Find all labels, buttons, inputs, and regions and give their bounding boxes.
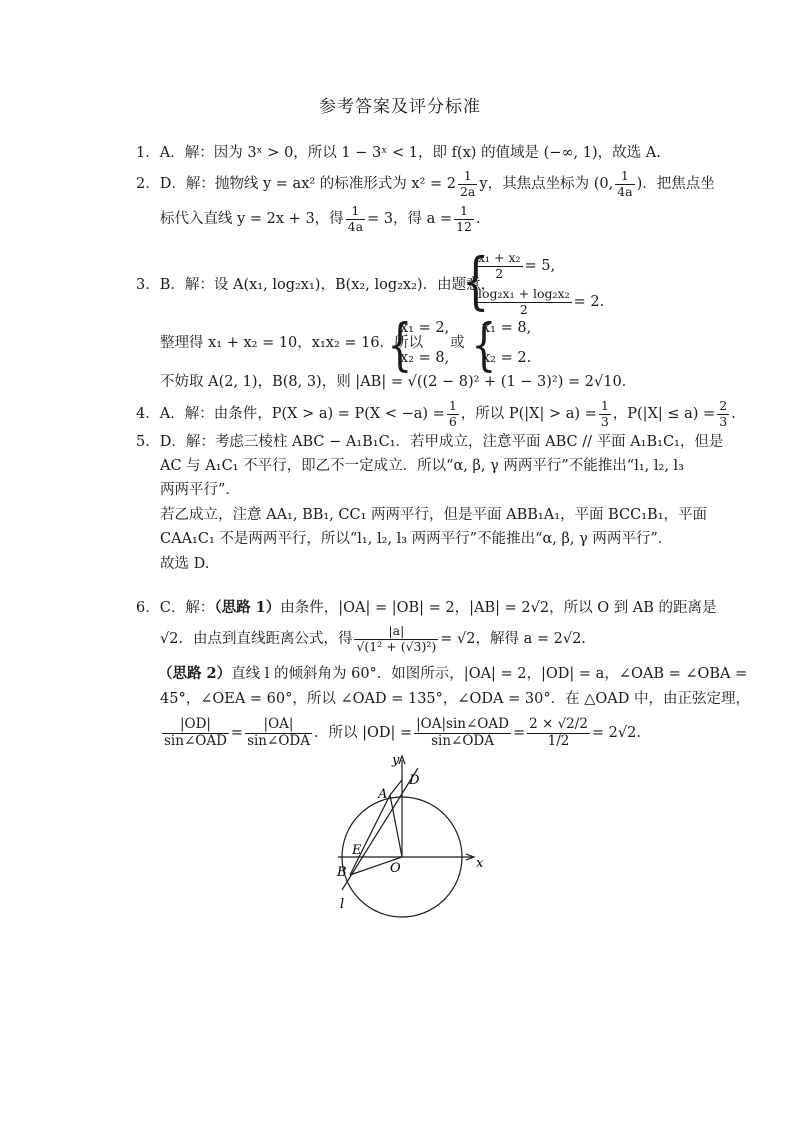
q3-number: 3． xyxy=(136,277,160,293)
q6-f1-num: |OD| xyxy=(162,718,229,734)
q6-answer: C． xyxy=(159,600,186,616)
q6-text-2a: √2．由点到直线距离公式，得 xyxy=(160,631,353,647)
q5-line2: AC 与 A₁C₁ 不平行，即乙不一定成立．所以“α, β, γ 两两平行”不能推出“l₁, l₂, l₃ xyxy=(160,458,684,474)
q6-dist-den: √(1² + (√3)²) xyxy=(356,638,437,654)
q6-sine-frac-4 xyxy=(527,718,590,748)
q6-distance-fraction xyxy=(354,625,438,653)
q6-f1-den: sin∠OAD xyxy=(164,732,227,749)
q6-text-5a: ．所以 |OD| = xyxy=(313,725,413,741)
q6-sine-frac-3 xyxy=(414,718,511,748)
q5-line5: CAA₁C₁ 不是两两平行，所以“l₁, l₂, l₃ 两两平行”不能推出“α, β, γ 两两平行”． xyxy=(160,531,673,547)
q2-answer: D． xyxy=(159,176,186,192)
q3-case2-brace: { xyxy=(471,313,497,378)
q5-solve: 解： xyxy=(185,434,215,450)
q4-solve: 解： xyxy=(184,406,214,422)
q2-text-b: y，其焦点坐标为 (0, xyxy=(479,176,614,192)
q3-solve: 解： xyxy=(184,277,214,293)
q2-text-e: = 3，得 a = xyxy=(367,211,453,227)
q6-text-1: 由条件，|OA| = |OB| = 2，|AB| = 2√2，所以 O 到 AB 的距离是 xyxy=(280,600,717,616)
q3-sys1-fraction xyxy=(476,252,523,280)
q6-sine-frac-1 xyxy=(162,718,229,748)
page-title: 参考答案及评分标准 xyxy=(319,97,481,117)
q6-f3-den: sin∠ODA xyxy=(431,732,494,749)
q6-f2-num: |OA| xyxy=(245,718,312,734)
q2-frac1-den: 2a xyxy=(459,183,476,199)
q1-solve: 解： xyxy=(184,145,214,161)
q3-sys2-fraction xyxy=(476,288,572,316)
q3-or: 或 xyxy=(450,335,465,351)
q6-idea2-label: （思路 2） xyxy=(158,665,232,682)
label-a: A xyxy=(378,787,388,802)
q4 xyxy=(136,400,736,428)
q1-answer: A． xyxy=(159,145,185,161)
q3-system-eq1 xyxy=(474,252,555,280)
q3-sys1-den: 2 xyxy=(495,265,504,281)
q2-ans-num: 1 xyxy=(454,205,474,220)
q3-case1a: x₁ = 2, xyxy=(400,320,450,336)
q6-line3 xyxy=(158,664,747,684)
q2-number: 2． xyxy=(136,176,160,192)
q4-fraction-1 xyxy=(447,400,459,428)
q2-focus-num: 1 xyxy=(615,170,634,185)
q3-line2 xyxy=(160,333,423,353)
q2-focus-den: 4a xyxy=(617,183,633,199)
q6-idea1-label: （思路 1） xyxy=(214,599,281,616)
q4-number: 4． xyxy=(136,406,160,422)
q2-frac2-den: 4a xyxy=(347,218,364,234)
q2-fraction-2 xyxy=(346,205,365,233)
q3-text-1: 设 A(x₁, log₂x₁)，B(x₂, log₂x₂)．由题意， xyxy=(213,277,496,293)
label-d: D xyxy=(409,773,420,788)
q5-number: 5． xyxy=(136,434,160,450)
q3-case1-brace: { xyxy=(387,313,413,378)
q3-system-brace: { xyxy=(461,244,490,317)
q6-text-2b: = √2，解得 a = 2√2. xyxy=(440,631,586,647)
q6-f3-num: |OA|sin∠OAD xyxy=(416,716,509,732)
q5-text-1: 考虑三棱柱 ABC − A₁B₁C₁．若甲成立，注意平面 ABC // 平面 A₁B₁C₁，但是 xyxy=(214,434,724,450)
q3-sys1-num: x₁ + x₂ xyxy=(478,250,521,265)
q3-case2a: x₁ = 8, xyxy=(482,320,532,336)
q2-text-c: )．把焦点坐 xyxy=(636,176,715,192)
q3-line1 xyxy=(136,275,495,295)
q2-text-a: 抛物线 y = ax² 的标准形式为 x² = 2 xyxy=(214,176,456,192)
q2-solve: 解： xyxy=(185,176,215,192)
q3-line3: 不妨取 A(2, 1)，B(8, 3)，则 |AB| = √((2 − 8)² + (1 − 3)²) = 2√10. xyxy=(160,374,627,390)
q3-case2b: x₂ = 2. xyxy=(482,350,532,366)
q2-end: . xyxy=(475,211,481,227)
q1-text: 因为 3ˣ > 0，所以 1 − 3ˣ < 1，即 f(x) 的值域是 (−∞, 1)，故选 A. xyxy=(213,145,661,161)
q6-number: 6． xyxy=(136,600,160,616)
q2-answer-fraction xyxy=(454,205,474,233)
q5-line1 xyxy=(136,432,723,452)
q1-number: 1． xyxy=(136,145,160,161)
q6-dist-num: |a| xyxy=(354,625,438,640)
label-l: l xyxy=(340,897,345,912)
q6-f4-num: 2 × √2/2 xyxy=(529,716,588,732)
q6-f4-den: 1/2 xyxy=(547,732,570,749)
q3-sys2-den: 2 xyxy=(519,301,528,317)
q6-sine-frac-2 xyxy=(245,718,312,748)
geometry-figure xyxy=(320,750,500,955)
q4-f2-den: 3 xyxy=(600,413,609,429)
q4-fraction-3 xyxy=(717,400,729,428)
q3-sys2-num: log₂x₁ + log₂x₂ xyxy=(478,286,570,301)
q2-fraction-1 xyxy=(458,170,477,198)
q6-line2 xyxy=(160,625,586,653)
label-o: O xyxy=(390,861,401,876)
label-e: E xyxy=(352,843,362,858)
q4-text-a: 由条件，P(X > a) = P(X < −a) = xyxy=(213,406,445,422)
q4-f3-num: 2 xyxy=(719,398,728,413)
q3-text-2: 整理得 x₁ + x₂ = 10，x₁x₂ = 16．所以 xyxy=(160,335,424,351)
q3-case1b: x₂ = 8, xyxy=(400,350,450,366)
q6-f2-den: sin∠ODA xyxy=(247,732,310,749)
q4-answer: A． xyxy=(159,406,185,422)
q6-equals: = xyxy=(230,725,244,741)
q2-focus-fraction xyxy=(615,170,634,198)
q5-line3: 两两平行”． xyxy=(160,482,240,498)
q5-answer: D． xyxy=(159,434,186,450)
label-x: x xyxy=(476,856,484,871)
q1 xyxy=(136,143,661,163)
q2-line1 xyxy=(136,170,715,198)
q6-line1 xyxy=(136,598,717,618)
q6-text-5b: = 2√2. xyxy=(591,725,641,741)
q4-text-c: ，P(|X| ≤ a) = xyxy=(612,406,716,422)
q4-end: . xyxy=(731,406,736,422)
q6-solve: 解： xyxy=(185,600,215,616)
q3-answer: B． xyxy=(159,277,185,293)
q6-line5: $\frac{|OD|}{\text{sin∠OAD}}$ = $\frac{|OA|}{\text{sin∠ODA}}$ ．所以 |OD| = $\frac{\text{|OA|sin∠OAD}}{\text{sin∠ODA}}$ = $\frac{2 \times √2/2}{1/2}$ = 2√2. xyxy=(164,716,641,749)
q2-ans-den: 12 xyxy=(456,218,472,234)
label-y: y xyxy=(392,753,400,768)
q3-sys2-rhs: = 2. xyxy=(573,294,605,310)
q2-frac1-num: 1 xyxy=(458,170,477,185)
q4-f1-den: 6 xyxy=(448,413,457,429)
q4-f1-num: 1 xyxy=(448,398,457,413)
label-b: B xyxy=(337,865,347,880)
q3-sys1-rhs: = 5, xyxy=(524,258,556,274)
segment-ad xyxy=(390,780,402,795)
q4-text-b: ，所以 P(|X| > a) = xyxy=(460,406,597,422)
q3-system-eq2 xyxy=(474,288,604,316)
q4-fraction-2 xyxy=(599,400,611,428)
q2-line2 xyxy=(160,205,481,233)
q4-f3-den: 3 xyxy=(719,413,728,429)
q5-line4: 若乙成立，注意 AA₁, BB₁, CC₁ 两两平行，但是平面 ABB₁A₁，平面 BCC₁B₁，平面 xyxy=(160,507,708,523)
q2-text-d: 标代入直线 y = 2x + 3，得 xyxy=(160,211,344,227)
q5-line6: 故选 D. xyxy=(160,556,210,572)
q2-frac2-num: 1 xyxy=(346,205,365,220)
q6-text-3: 直线 l 的倾斜角为 60°．如图所示，|OA| = 2，|OD| = a，∠OAB = ∠OBA = xyxy=(231,666,748,682)
q4-f2-num: 1 xyxy=(600,398,609,413)
q6-line4: 45°，∠OEA = 60°，所以 ∠OAD = 135°，∠ODA = 30°．在 △OAD 中，由正弦定理， xyxy=(160,691,750,707)
